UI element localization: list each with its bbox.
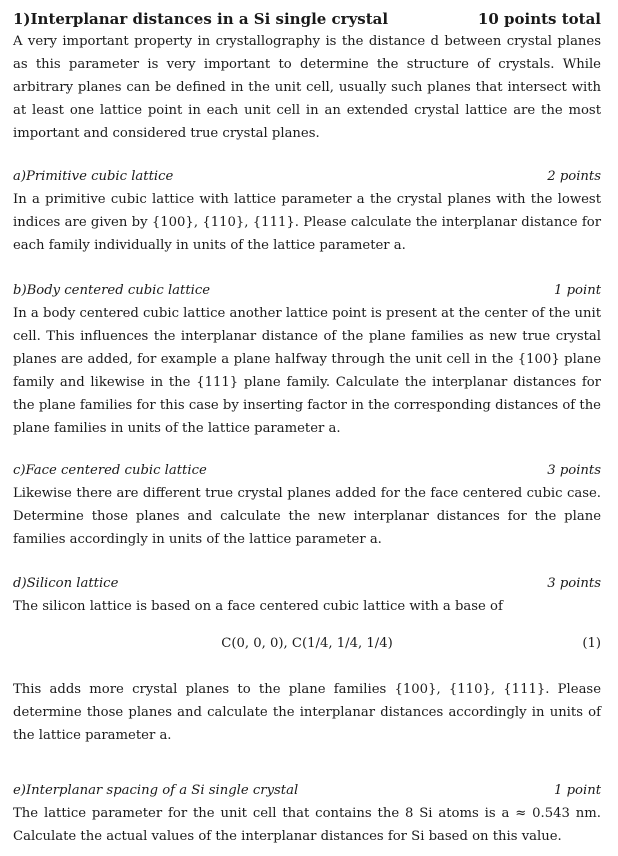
problem-intro: A very important property in crystallography is the distance d between crystal planes as this parameter is very important to determine the structure of crystals. While arbitrary planes can be defined in the unit cell, usually such planes that intersect with at least one lattice point in each unit cell in an extended crystal lattice are the most important and considered true crystal planes. — [13, 34, 601, 141]
part-b-heading: b)Body centered cubic lattice — [13, 283, 211, 298]
part-e-points: 1 point — [554, 783, 601, 798]
part-d-heading: d)Silicon lattice — [13, 576, 119, 591]
part-e-heading: e)Interplanar spacing of a Si single crystal — [13, 783, 299, 798]
part-a-text: In a primitive cubic lattice with lattice parameter a the crystal planes with the lowest indices are given by {100}, {110}, {111}. Please calculate the interplanar distance for each family individually in units of the lattice parameter a. — [13, 192, 601, 253]
part-c-text: Likewise there are different true crystal planes added for the face centered cubic case. Determine those planes and calculate the new interplanar distances for the plane families accordingly in units of the lattice parameter a. — [13, 486, 601, 547]
problem-title: 1)Interplanar distances in a Si single crystal — [13, 10, 389, 28]
problem-header — [13, 8, 601, 30]
part-a-heading: a)Primitive cubic lattice — [13, 169, 174, 184]
part-c-header — [13, 460, 601, 482]
part-d-header — [13, 573, 601, 595]
part-b-points: 1 point — [554, 283, 601, 298]
part-d-text-after: This adds more crystal planes to the plane families {100}, {110}, {111}. Please determine those planes and calculate the interplanar distances accordingly in units of the lattice parameter a. — [13, 682, 601, 743]
part-a — [13, 166, 601, 257]
part-e-header — [13, 780, 601, 802]
part-c-heading: c)Face centered cubic lattice — [13, 463, 207, 478]
part-c-points: 3 points — [547, 463, 601, 478]
part-b-header — [13, 280, 601, 302]
part-a-points: 2 points — [547, 169, 601, 184]
part-d-points: 3 points — [547, 576, 601, 591]
part-b-text: In a body centered cubic lattice another lattice point is present at the center of the unit cell. This influences the interplanar distance of the plane families as new true crystal planes are added, for example a plane halfway through the unit cell in the {100} plane family and likewise in the {111} plane family. Calculate the interplanar distances for the plane families for this case by inserting factor in the corresponding distances of the plane families in units of the lattice parameter a. — [13, 306, 601, 436]
part-a-header — [13, 166, 601, 188]
part-d-equation-row — [13, 632, 601, 656]
part-e-text: The lattice parameter for the unit cell that contains the 8 Si atoms is a ≈ 0.543 nm. Calculate the actual values of the interplanar distances for Si based on this value. — [13, 806, 601, 844]
part-d-equation: C(0, 0, 0), C(1/4, 1/4, 1/4) — [221, 636, 393, 651]
problem-header-block — [13, 8, 601, 145]
part-d-text-before: The silicon lattice is based on a face centered cubic lattice with a base of — [13, 599, 503, 614]
problem-points: 10 points total — [477, 10, 601, 28]
part-d — [13, 573, 601, 747]
part-b — [13, 280, 601, 440]
part-e — [13, 780, 601, 848]
part-c — [13, 460, 601, 551]
part-d-equation-number: (1) — [582, 636, 601, 651]
